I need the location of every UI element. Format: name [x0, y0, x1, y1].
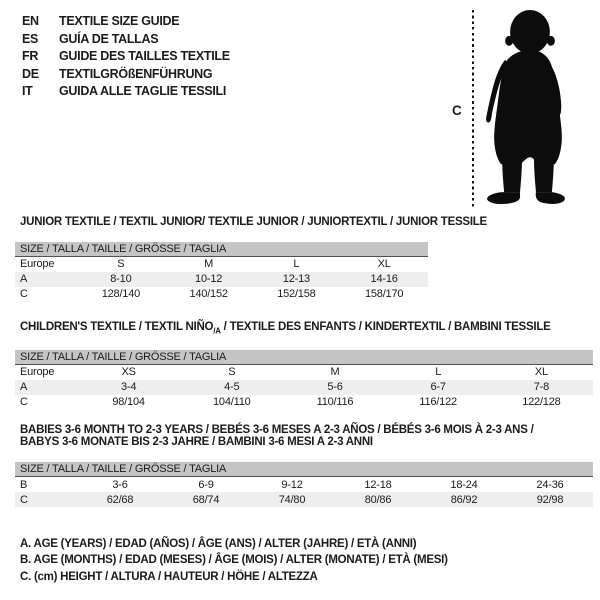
size-header: SIZE / TALLA / TAILLE / GRÖSSE / TAGLIA — [15, 350, 593, 365]
row-label: B — [20, 478, 28, 491]
babies-table-title — [15, 425, 593, 448]
table-cell: 98/104 — [112, 396, 145, 409]
title-text: / TEXTILE DES ENFANTS / KINDERTEXTIL / BAMBINI TESSILE — [220, 321, 551, 333]
language-guide-list — [22, 13, 230, 101]
table-cell: 80/86 — [335, 492, 421, 507]
table-row-height — [15, 287, 428, 302]
table-cell: S — [228, 366, 236, 379]
legend-line-c: C. (cm) HEIGHT / ALTURA / HAUTEUR / HÖHE / ALTEZZA — [20, 570, 318, 583]
lang-code: DE — [22, 66, 39, 81]
table-cell: XS — [121, 366, 136, 379]
table-cell: 10-12 — [165, 272, 253, 287]
baby-silhouette-icon — [486, 8, 568, 207]
table-cell: 3-6 — [112, 478, 128, 491]
measurement-legend — [20, 536, 448, 585]
table-cell: 116/122 — [419, 396, 457, 409]
babies-textile-section — [15, 425, 593, 507]
table-cell: 6-9 — [198, 478, 214, 491]
table-cell: 104/110 — [213, 396, 251, 409]
table-cell: 5-6 — [283, 380, 386, 395]
legend-line-a: A. AGE (YEARS) / EDAD (AÑOS) / ÂGE (ANS) / ALTER (JAHRE) / ETÀ (ANNI) — [20, 538, 417, 550]
table-cell: 4-5 — [180, 380, 283, 395]
childrens-textile-section — [15, 322, 593, 410]
title-text: CHILDREN'S TEXTILE / TEXTIL NIÑO — [20, 321, 214, 333]
table-row-months — [15, 477, 593, 493]
lang-item-fr — [22, 48, 230, 66]
table-row-age — [15, 380, 593, 395]
table-cell: XL — [377, 258, 391, 270]
table-row-height — [15, 395, 593, 410]
table-cell: 152/158 — [277, 288, 316, 300]
legend-line-b: B. AGE (MONTHS) / EDAD (MESES) / ÂGE (MOIS) / ALTER (MONATE) / ETÀ (MESI) — [20, 554, 448, 567]
lang-code: EN — [22, 14, 39, 28]
table-row-europe — [15, 256, 428, 272]
row-label: C — [20, 288, 28, 300]
junior-size-table — [15, 242, 428, 302]
row-label: C — [20, 396, 28, 409]
table-cell: M — [204, 258, 214, 270]
table-cell: 68/74 — [163, 492, 249, 507]
table-cell: 122/128 — [522, 396, 561, 409]
table-cell: 62/68 — [77, 492, 163, 507]
table-cell: XL — [534, 366, 548, 379]
table-cell: 6-7 — [387, 380, 490, 395]
lang-item-es — [22, 31, 230, 49]
lang-code: IT — [22, 84, 33, 99]
row-label: C — [15, 492, 77, 507]
table-cell: 74/80 — [249, 492, 335, 507]
title-line-2: BABYS 3-6 MONATE BIS 2-3 JAHRE / BAMBINI 3-6 MESI A 2-3 ANNI — [20, 435, 373, 448]
lang-code: FR — [22, 49, 39, 64]
lang-label: GUÍA DE TALLAS — [59, 31, 159, 46]
junior-table-title: JUNIOR TEXTILE / TEXTIL JUNIOR/ TEXTILE JUNIOR / JUNIORTEXTIL / JUNIOR TESSILE — [20, 216, 487, 228]
table-cell: 14-16 — [340, 272, 428, 287]
title-line-1: BABIES 3-6 MONTH TO 2-3 YEARS / BEBÉS 3-6 MESES A 2-3 AÑOS / BÉBÉS 3-6 MOIS À 2-3 ANS / — [20, 424, 534, 436]
table-cell: 8-10 — [77, 272, 165, 287]
table-cell: L — [293, 258, 300, 270]
babies-size-table — [15, 462, 593, 507]
table-cell: M — [330, 366, 340, 379]
table-cell: 7-8 — [490, 380, 593, 395]
row-label: A — [15, 272, 77, 287]
table-row-height — [15, 492, 593, 507]
childrens-table-title — [15, 322, 593, 337]
table-cell: 158/170 — [364, 288, 404, 300]
row-label: A — [15, 380, 77, 395]
table-row-europe — [15, 364, 593, 380]
height-dotted-line — [472, 10, 474, 207]
lang-code: ES — [22, 31, 39, 46]
table-cell: 140/152 — [189, 288, 228, 300]
lang-item-it — [22, 83, 230, 101]
table-row-age — [15, 272, 428, 287]
height-measure-label: C — [452, 103, 462, 118]
table-cell: 3-4 — [77, 380, 180, 395]
lang-item-en — [22, 13, 230, 31]
lang-item-de — [22, 66, 230, 84]
junior-textile-section — [15, 216, 487, 302]
childrens-size-table — [15, 350, 593, 410]
lang-label: TEXTILGRÖßENFÜHRUNG — [59, 66, 213, 81]
table-cell: 12-18 — [364, 478, 392, 491]
table-cell: 110/116 — [316, 396, 354, 409]
table-cell: 92/98 — [507, 492, 593, 507]
table-cell: 24-36 — [536, 478, 564, 491]
size-header: SIZE / TALLA / TAILLE / GRÖSSE / TAGLIA — [15, 462, 593, 477]
table-cell: S — [117, 258, 125, 270]
title-subscript: /A — [213, 326, 221, 336]
table-cell: L — [435, 366, 442, 379]
lang-label: TEXTILE SIZE GUIDE — [59, 14, 180, 28]
table-cell: 9-12 — [281, 478, 303, 491]
table-cell: 86/92 — [421, 492, 507, 507]
row-label: Europe — [20, 258, 55, 270]
lang-label: GUIDE DES TAILLES TEXTILE — [59, 49, 230, 64]
table-cell: 12-13 — [253, 272, 341, 287]
table-cell: 128/140 — [101, 288, 141, 300]
table-cell: 18-24 — [450, 478, 478, 491]
lang-label: GUIDA ALLE TAGLIE TESSILI — [59, 84, 227, 99]
row-label: Europe — [20, 366, 55, 379]
size-header: SIZE / TALLA / TAILLE / GRÖSSE / TAGLIA — [15, 242, 428, 257]
